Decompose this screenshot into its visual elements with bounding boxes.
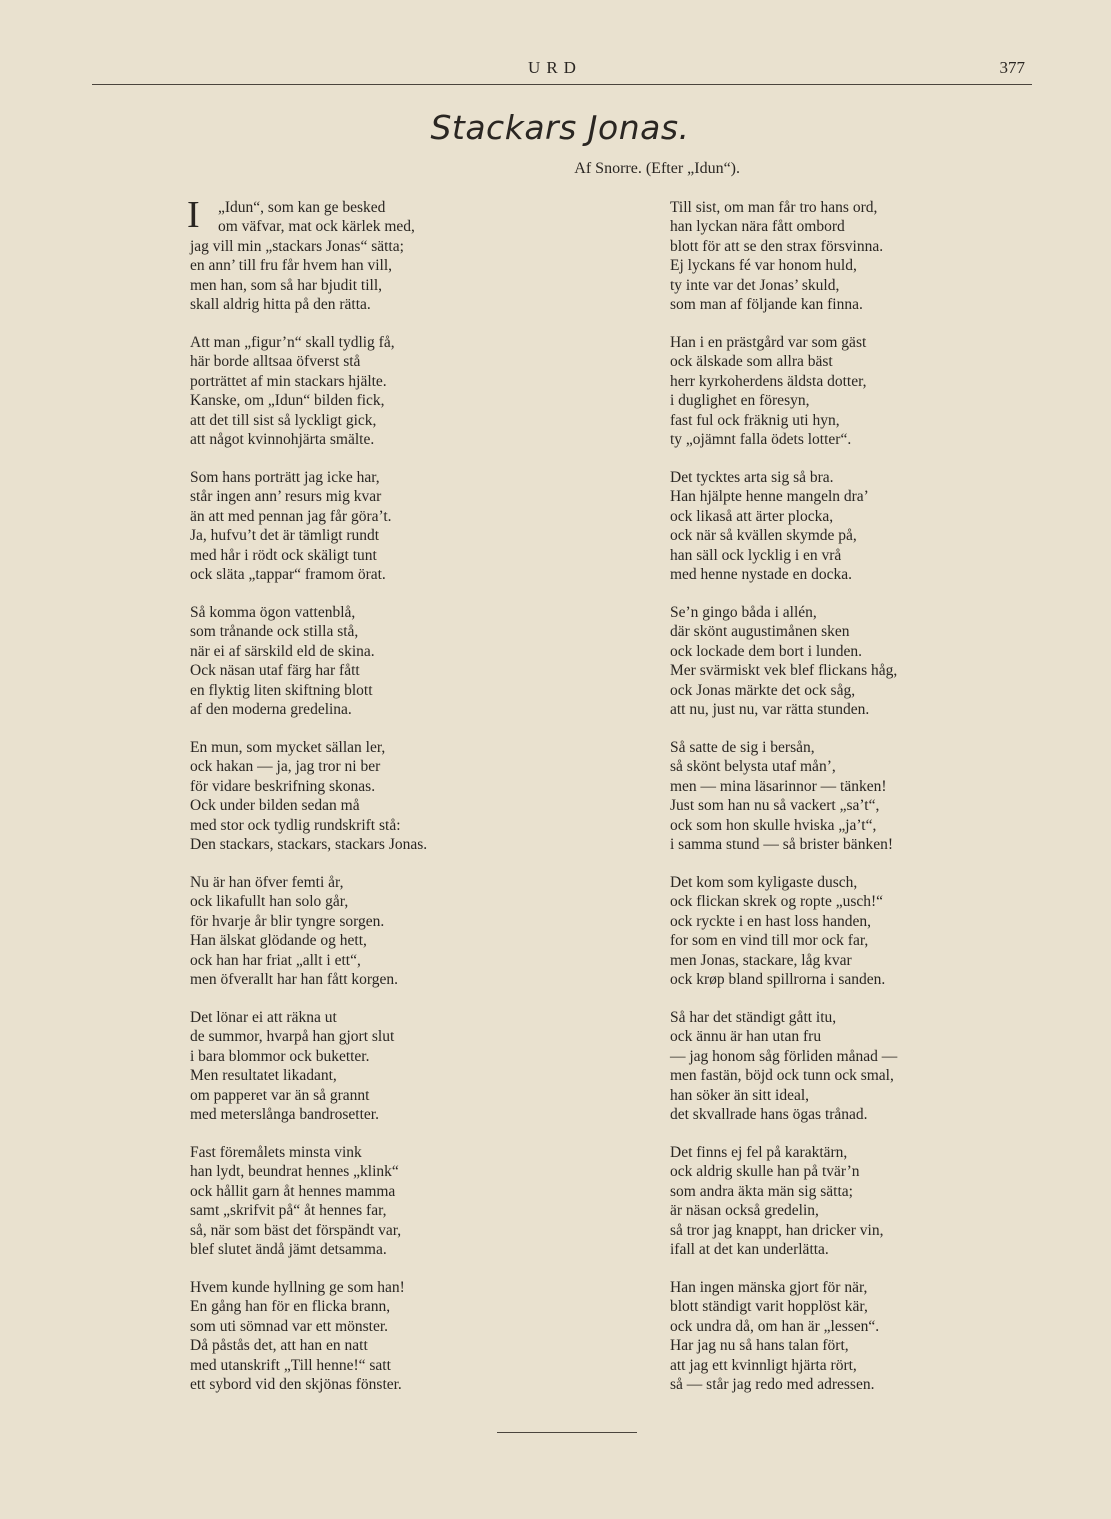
- verse-line: med henne nystade en docka.: [670, 565, 853, 583]
- verse-line: ock likaså att ärter plocka,: [670, 507, 834, 525]
- verse-line: att jag ett kvinnligt hjärta rört,: [670, 1356, 857, 1374]
- verse-line: han säll ock lycklig i en vrå: [670, 546, 842, 564]
- verse-line: Det tycktes arta sig så bra.: [670, 469, 834, 486]
- verse-line: ock älskade som allra bäst: [670, 353, 833, 371]
- verse-line: en flyktig liten skiftning blott: [190, 681, 373, 699]
- verse-line: Se’n gingo båda i allén,: [670, 604, 817, 621]
- verse-line: så — står jag redo med adressen.: [670, 1375, 875, 1393]
- stanza: [190, 603, 570, 738]
- verse-line: herr kyrkoherdens äldsta dotter,: [670, 372, 867, 390]
- poem-title: Stackars Jonas.: [430, 108, 690, 147]
- verse-line: ock hållit garn åt hennes mamma: [190, 1182, 396, 1200]
- verse-line: En gång han för en flicka brann,: [190, 1298, 391, 1316]
- verse-line: som trånande ock stilla stå,: [190, 623, 359, 641]
- verse-line: är näsan också gredelin,: [670, 1202, 819, 1220]
- verse-line: blott ständigt varit hopplöst kär,: [670, 1298, 868, 1316]
- end-rule: [497, 1432, 637, 1433]
- verse-line: så, när som bäst det förspändt var,: [190, 1221, 402, 1239]
- verse-line: han lyckan nära fått ombord: [670, 218, 845, 236]
- verse-line: ock lockade dem bort i lunden.: [670, 642, 862, 660]
- stanza: [670, 873, 1000, 1008]
- verse-line: skall aldrig hitta på den rätta.: [190, 295, 371, 313]
- verse-line: men öfverallt har han fått korgen.: [190, 970, 399, 988]
- verse-line: Han i en prästgård var som gäst: [670, 334, 867, 351]
- verse-line: Ej lyckans fé var honom huld,: [670, 257, 857, 275]
- header-rule: [92, 84, 1032, 85]
- verse-line: att nu, just nu, var rätta stunden.: [670, 700, 870, 718]
- verse-line: här borde alltsaa öfverst stå: [190, 353, 361, 371]
- verse-line: jag vill min „stackars Jonas“ sätta;: [190, 237, 404, 255]
- verse-line: med meterslånga bandrosetter.: [190, 1105, 379, 1123]
- verse-line: han söker än sitt ideal,: [670, 1086, 810, 1104]
- poem-subtitle: Af Snorre. (Efter „Idun“).: [574, 160, 740, 177]
- stanza: [670, 468, 1000, 603]
- verse-line: ock aldrig skulle han på tvär’n: [670, 1163, 860, 1181]
- verse-line: Ja, hufvu’t det är tämligt rundt: [190, 527, 380, 545]
- verse-line: men han, som så har bjudit till,: [190, 276, 383, 294]
- stanza: [190, 198, 570, 333]
- verse-line: Till sist, om man får tro hans ord,: [670, 199, 878, 216]
- stanza: [670, 1008, 1000, 1143]
- verse-line: ock släta „tappar“ framom örat.: [190, 565, 386, 583]
- verse-line: när ei af särskild eld de skina.: [190, 642, 375, 660]
- stanza: [190, 738, 570, 873]
- verse-line: Ock under bilden sedan må: [190, 797, 360, 815]
- verse-line: fast ful ock fräknig uti hyn,: [670, 411, 840, 429]
- verse-line: Så komma ögon vattenblå,: [190, 604, 356, 621]
- verse-line: Han ingen mänska gjort för när,: [670, 1279, 868, 1296]
- verse-line: men fastän, böjd ock tunn ock smal,: [670, 1067, 894, 1085]
- verse-line: som man af följande kan finna.: [670, 295, 863, 313]
- verse-line: ock undra då, om han är „lessen“.: [670, 1317, 880, 1335]
- verse-line: Det kom som kyligaste dusch,: [670, 874, 858, 891]
- verse-line: Ock näsan utaf färg har fått: [190, 662, 360, 680]
- stanza: [670, 333, 1000, 468]
- verse-line: af den moderna gredelina.: [190, 700, 352, 718]
- verse-line: om väfvar, mat ock kärlek med,: [218, 218, 415, 236]
- verse-line: Så har det ständigt gått itu,: [670, 1009, 837, 1026]
- verse-line: Kanske, om „Idun“ bilden fick,: [190, 392, 385, 410]
- verse-line: blef slutet ändå jämt detsamma.: [190, 1240, 387, 1258]
- verse-line: Han hjälpte henne mangeln dra’: [670, 488, 869, 506]
- verse-line: med stor ock tydlig rundskrift stå:: [190, 816, 401, 834]
- verse-line: Han älskat glödande og hett,: [190, 932, 367, 950]
- verse-line: ifall at det kan underlätta.: [670, 1240, 829, 1258]
- verse-line: Hvem kunde hyllning ge som han!: [190, 1279, 405, 1296]
- page-number: 377: [999, 58, 1025, 77]
- verse-line: ock Jonas märkte det ock såg,: [670, 681, 856, 699]
- drop-cap: I: [187, 194, 200, 236]
- verse-line: där skönt augustimånen sken: [670, 623, 850, 641]
- right-column: [670, 198, 1000, 1413]
- verse-line: i samma stund — så brister bänken!: [670, 835, 893, 853]
- verse-line: ock flickan skrek og ropte „usch!“: [670, 893, 884, 911]
- verse-line: men — mina läsarinnor — tänken!: [670, 777, 887, 795]
- verse-line: med hår i rödt ock skäligt tunt: [190, 546, 377, 564]
- verse-line: Som hans porträtt jag icke har,: [190, 469, 380, 486]
- verse-line: ock han har friat „allt i ett“,: [190, 951, 361, 969]
- verse-line: står ingen ann’ resurs mig kvar: [190, 488, 382, 506]
- verse-line: En mun, som mycket sällan ler,: [190, 739, 386, 756]
- verse-line: ett sybord vid den skjönas fönster.: [190, 1375, 402, 1393]
- stanza: [670, 603, 1000, 738]
- verse-line: ock när så kvällen skymde på,: [670, 527, 857, 545]
- verse-line: de summor, hvarpå han gjort slut: [190, 1028, 395, 1046]
- stanza: [190, 468, 570, 603]
- stanza: [670, 738, 1000, 873]
- stanza: [190, 1008, 570, 1143]
- verse-line: en ann’ till fru får hvem han vill,: [190, 257, 393, 275]
- verse-line: att det till sist så lyckligt gick,: [190, 411, 377, 429]
- verse-line: i bara blommor ock buketter.: [190, 1047, 370, 1065]
- verse-line: porträttet af min stackars hjälte.: [190, 372, 387, 390]
- verse-line: med utanskrift „Till henne!“ satt: [190, 1356, 391, 1374]
- running-title: URD: [528, 58, 582, 77]
- verse-line: ock som hon skulle hviska „ja’t“,: [670, 816, 877, 834]
- verse-line: Just som han nu så vackert „sa’t“,: [670, 797, 880, 815]
- verse-line: ty „ojämnt falla ödets lotter“.: [670, 430, 852, 448]
- verse-line: for som en vind till mor ock far,: [670, 932, 869, 950]
- verse-line: ock hakan — ja, jag tror ni ber: [190, 758, 381, 776]
- verse-line: Så satte de sig i bersån,: [670, 739, 815, 756]
- verse-line: Att man „figur’n“ skall tydlig få,: [190, 334, 395, 351]
- stanza: [670, 1278, 1000, 1413]
- verse-line: som andra äkta män sig sätta;: [670, 1182, 853, 1200]
- verse-line: ock likafullt han solo går,: [190, 893, 349, 911]
- verse-line: samt „skrifvit på“ åt hennes far,: [190, 1202, 387, 1220]
- left-column: [187, 194, 570, 1413]
- stanza: [190, 1278, 570, 1413]
- verse-line: för hvarje år blir tyngre sorgen.: [190, 912, 385, 930]
- stanza: [670, 198, 1000, 333]
- verse-line: för vidare beskrifning skonas.: [190, 777, 376, 795]
- verse-line: men Jonas, stackare, låg kvar: [670, 951, 852, 969]
- verse-line: ock ännu är han utan fru: [670, 1028, 822, 1046]
- verse-line: han lydt, beundrat hennes „klink“: [190, 1163, 399, 1181]
- verse-line: ock ryckte i en hast loss handen,: [670, 912, 872, 930]
- verse-line: — jag honom såg förliden månad —: [670, 1047, 898, 1065]
- verse-line: det skvallrade hans ögas trånad.: [670, 1105, 868, 1123]
- verse-line: ty inte var det Jonas’ skuld,: [670, 276, 840, 294]
- verse-line: Det lönar ei att räkna ut: [190, 1009, 337, 1026]
- verse-line: Mer svärmiskt vek blef flickans håg,: [670, 662, 898, 680]
- stanza: [670, 1143, 1000, 1278]
- verse-line: Fast föremålets minsta vink: [190, 1144, 362, 1161]
- verse-line: Men resultatet likadant,: [190, 1067, 337, 1085]
- verse-line: Nu är han öfver femti år,: [190, 874, 344, 891]
- verse-line: blott för att se den strax försvinna.: [670, 237, 884, 255]
- verse-line: i duglighet en föresyn,: [670, 392, 810, 410]
- verse-line: Då påstås det, att han en natt: [190, 1337, 368, 1355]
- verse-line: så skönt belysta utaf mån’,: [670, 758, 836, 776]
- verse-line: Den stackars, stackars, stackars Jonas.: [190, 835, 428, 853]
- verse-line: att något kvinnohjärta smälte.: [190, 430, 375, 448]
- verse-line: Det finns ej fel på karaktärn,: [670, 1144, 848, 1161]
- verse-line: „Idun“, som kan ge besked: [218, 199, 386, 216]
- verse-line: än att med pennan jag får göra’t.: [190, 507, 392, 525]
- verse-line: så tror jag knappt, han dricker vin,: [670, 1221, 884, 1239]
- verse-line: som uti sömnad var ett mönster.: [190, 1317, 389, 1335]
- verse-line: om papperet var än så grannt: [190, 1086, 370, 1104]
- verse-line: ock krøp bland spillrorna i sanden.: [670, 970, 886, 988]
- stanza: [190, 873, 570, 1008]
- stanza: [190, 333, 570, 468]
- stanza: [190, 1143, 570, 1278]
- verse-line: Har jag nu så hans talan fört,: [670, 1337, 849, 1355]
